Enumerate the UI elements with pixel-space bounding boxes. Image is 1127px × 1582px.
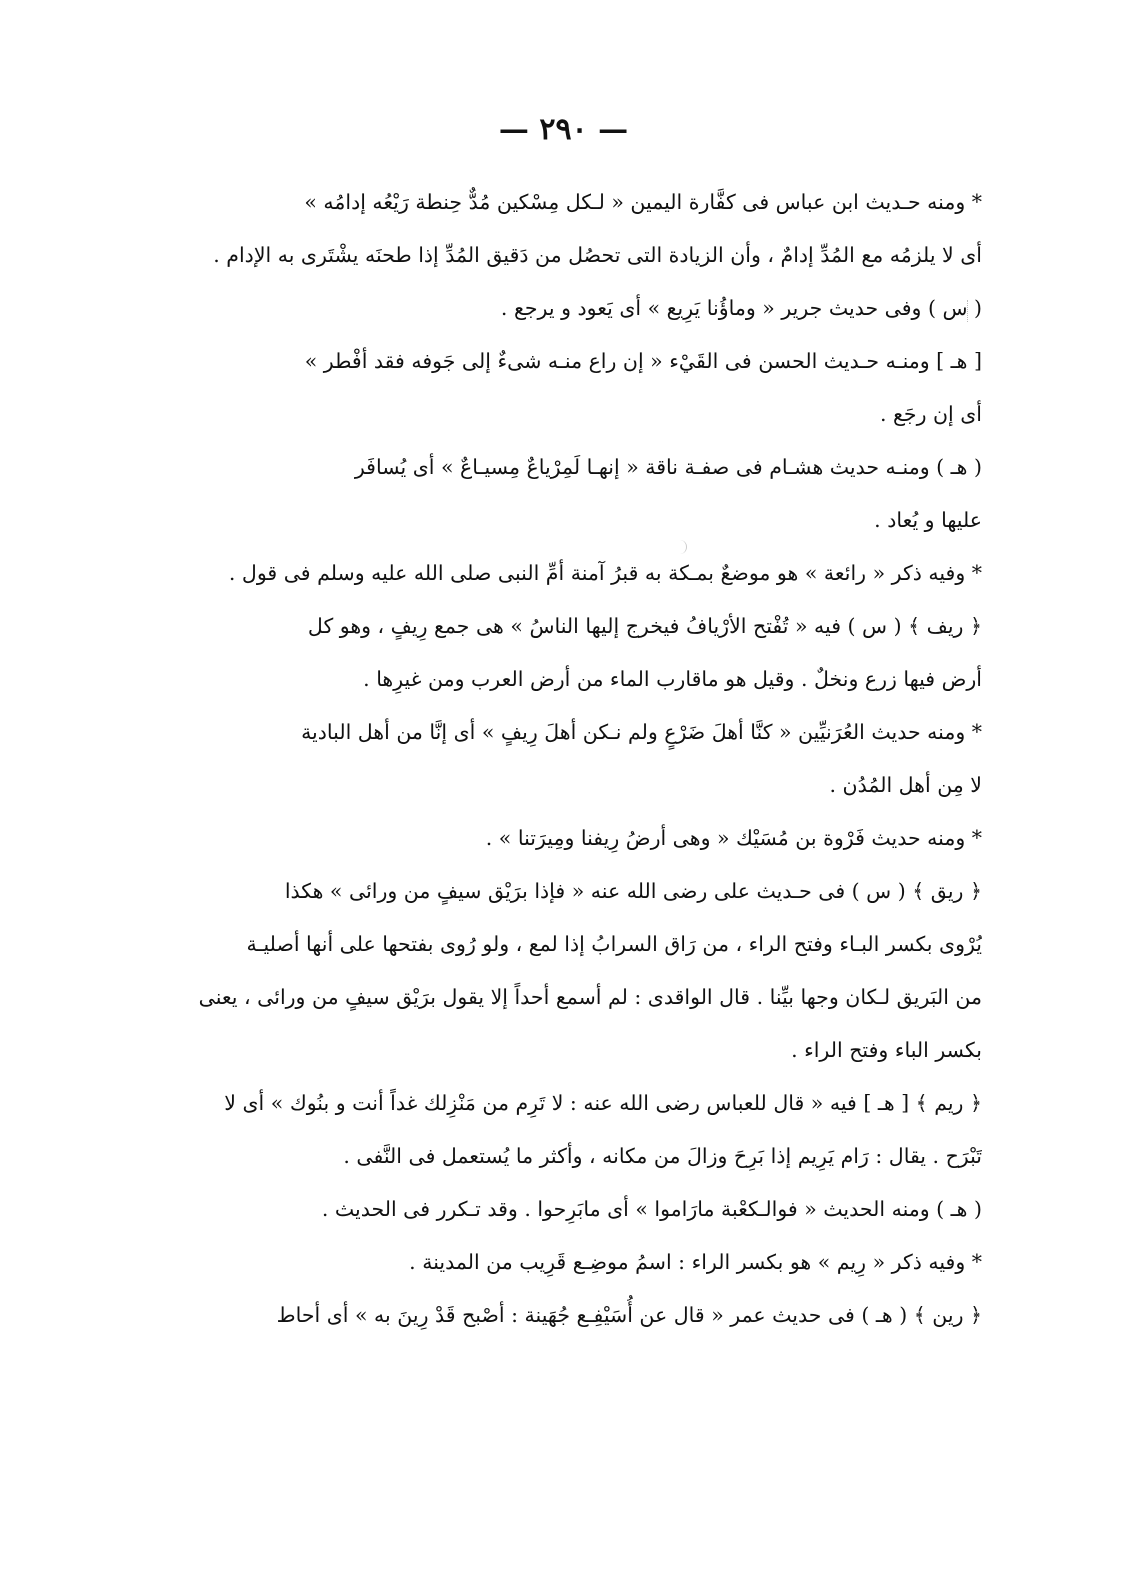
text-line: بكسر الباء وفتح الراء . [791,1038,982,1062]
text-line: * وفيه ذكر « رِيم » هو بكسر الراء : اسمُ موضِـع قَرِيب من المدينة . [409,1250,982,1274]
text-line: ﴿ ريق ﴾ ( س ) فى حـديث على رضى الله عنه « فإذا برَيْق سيفٍ من ورائى » هكذا [284,879,982,903]
main-text [138,176,982,1342]
text-line: * ومنه حديث فَرْوة بن مُسَيْك « وهى أرضُ رِيفنا ومِيرَتنا » . [485,826,982,850]
text-line: ﴿ ريف ﴾ ( س ) فيه « تُفْتح الأرْيافُ فيخرج إليها الناسُ » هى جمع رِيفٍ ، وهو كل [307,614,982,638]
text-line: * ومنه حـديث ابن عباس فى كفَّارة اليمين « لـكل مِسْكين مُدٌّ حِنطة رَيْعُه إدامُه » [304,190,982,214]
text-line: تَبْرَح . يقال : رَام يَرِيم إذا بَرِحَ وزالَ من مكانه ، وأكثر ما يُستعمل فى النَّفى . [343,1144,982,1168]
text-line: أرض فيها زرع ونخلٌ . وقيل هو ماقارب الماء من أرض العرب ومن غيرِها . [363,667,982,691]
text-line: ﴿ رين ﴾ ( هـ ) فى حديث عمر « قال عن أُسَيْفِـع جُهَينة : أصْبح قَدْ رِينَ به » أى أحاط [276,1303,982,1327]
text-line: ( هـ ) ومنـه حديث هشـام فى صفـة ناقة « إنهـا لَمِرْياعٌ مِسيـاعٌ » أى يُسافَر [354,455,982,479]
text-line: [ هـ ] ومنـه حـديث الحسن فى القَيْء « إن راع منـه شىءٌ إلى جَوفه فقد أفْطر » [304,349,982,373]
text-line: ( هـ ) ومنه الحديث « فوالـكعْبة مارَاموا » أى مابَرِحوا . وقد تـكرر فى الحديث . [321,1197,982,1221]
text-line: ﴿ ريم ﴾ [ هـ ] فيه « قال للعباس رضى الله عنه : لا تَرِم من مَنْزِلك غداً أنت و بنُوك » أى لا [224,1091,982,1115]
page-number: — ٢٩٠ — [498,112,629,147]
text-line: أى إن رجَع . [879,402,982,426]
text-line: من البَريق لـكان وجها بيِّنا . قال الواقدى : لم أسمع أحداً إلا يقول برَيْق سيفٍ من ورائى ، يعنى [198,985,982,1009]
text-line: عليها و يُعاد . [874,508,982,532]
text-line: * وفيه ذكر « رائعة » هو موضعٌ بمـكة به قبرُ آمنة أمِّ النبى صلى الله عليه وسلم فى قول . [228,561,982,585]
text-line: ( س ) وفى حديث جرير « وماؤُنا يَرِيع » أى يَعود و يرجع . [500,296,982,320]
text-line: أى لا يلزمُه مع المُدِّ إدامٌ ، وأن الزيادة التى تحصُل من دَقيق المُدِّ إذا طحنَه يشْتَرى به الإدام . [213,243,982,267]
text-line: لا مِن أهل المُدُن . [829,773,982,797]
text-line: يُرْوى بكسر البـاء وفتح الراء ، من رَاق السرابُ إذا لمع ، ولو رُوى بفتحها على أنها أصليـة [246,932,982,956]
text-line: * ومنه حديث العُرَنيِّين « كنَّا أهلَ ضَرْعٍ ولم نـكن أهلَ رِيفٍ » أى إنَّا من أهل البادية [301,720,982,744]
